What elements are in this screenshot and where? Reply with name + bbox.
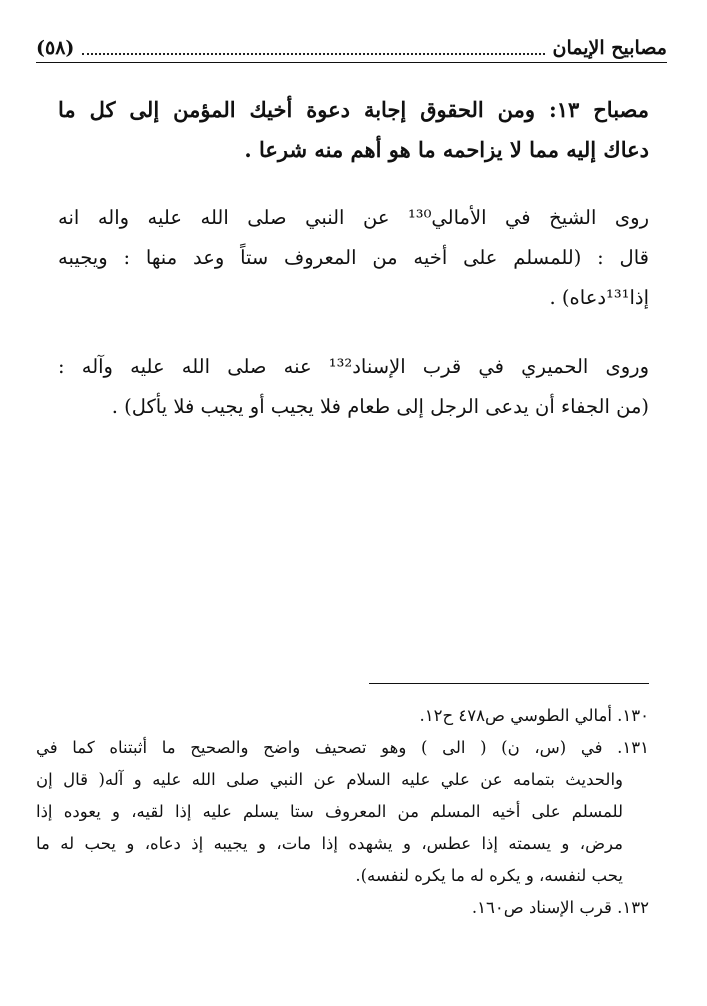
heading-line: دعاك إليه مما لا يزاحمه ما هو أهم منه شرعا . — [244, 137, 649, 162]
footnote-130: ١٣٠. أمالي الطوسي ص٤٧٨ ح١٢. — [419, 706, 649, 725]
footnote-132: ١٣٢. قرب الإسناد ص١٦٠. — [471, 898, 649, 917]
paragraph-line: روى الشيخ في الأمالي¹³⁰ عن النبي صلى الله عليه واله انه — [58, 206, 649, 229]
heading-line: مصباح ١٣: ومن الحقوق إجابة دعوة أخيك المؤمن إلى كل ما — [58, 97, 649, 122]
paragraph-himyari — [58, 347, 649, 427]
paragraph-amali — [58, 198, 649, 318]
footnotes — [36, 700, 649, 924]
header-dotted-leader — [82, 41, 544, 55]
running-header — [36, 34, 667, 63]
footnote-131-line: يحب لنفسه، و يكره له ما يكره لنفسه). — [355, 866, 623, 885]
paragraph-line: وروى الحميري في قرب الإسناد¹³² عنه صلى الله عليه وآله : — [58, 355, 649, 378]
section-heading — [58, 90, 649, 170]
footnote-131-line: مرض، و يسمته إذا عطس، و يشهده إذا مات، و يجيبه إذ دعاه، و يحب له ما — [36, 834, 623, 853]
header-title: مصابيح الإيمان — [552, 37, 667, 59]
paragraph-line: (من الجفاء أن يدعى الرجل إلى طعام فلا يجيب أو يجيب فلا يأكل) . — [111, 395, 649, 418]
footnote-131-line: للمسلم على أخيه المسلم من المعروف ستا يسلم عليه إذا لقيه، و يعوده إذا — [36, 802, 623, 821]
page-number: (٥٨) — [36, 37, 75, 59]
footnote-131-line: والحديث بتمامه عن علي عليه السلام عن النبي صلى الله عليه و آله( قال إن — [36, 770, 623, 789]
paragraph-line: قال : (للمسلم على أخيه من المعروف ستاً وعد منها : ويجيبه — [58, 246, 649, 269]
paragraph-line: إذا¹³¹دعاه) . — [549, 286, 649, 309]
footnote-separator — [369, 683, 649, 684]
footnote-131-line: ١٣١. في (س، ن) ( الى ) وهو تصحيف واضح والصحيح ما أثبتناه كما في — [36, 738, 649, 757]
